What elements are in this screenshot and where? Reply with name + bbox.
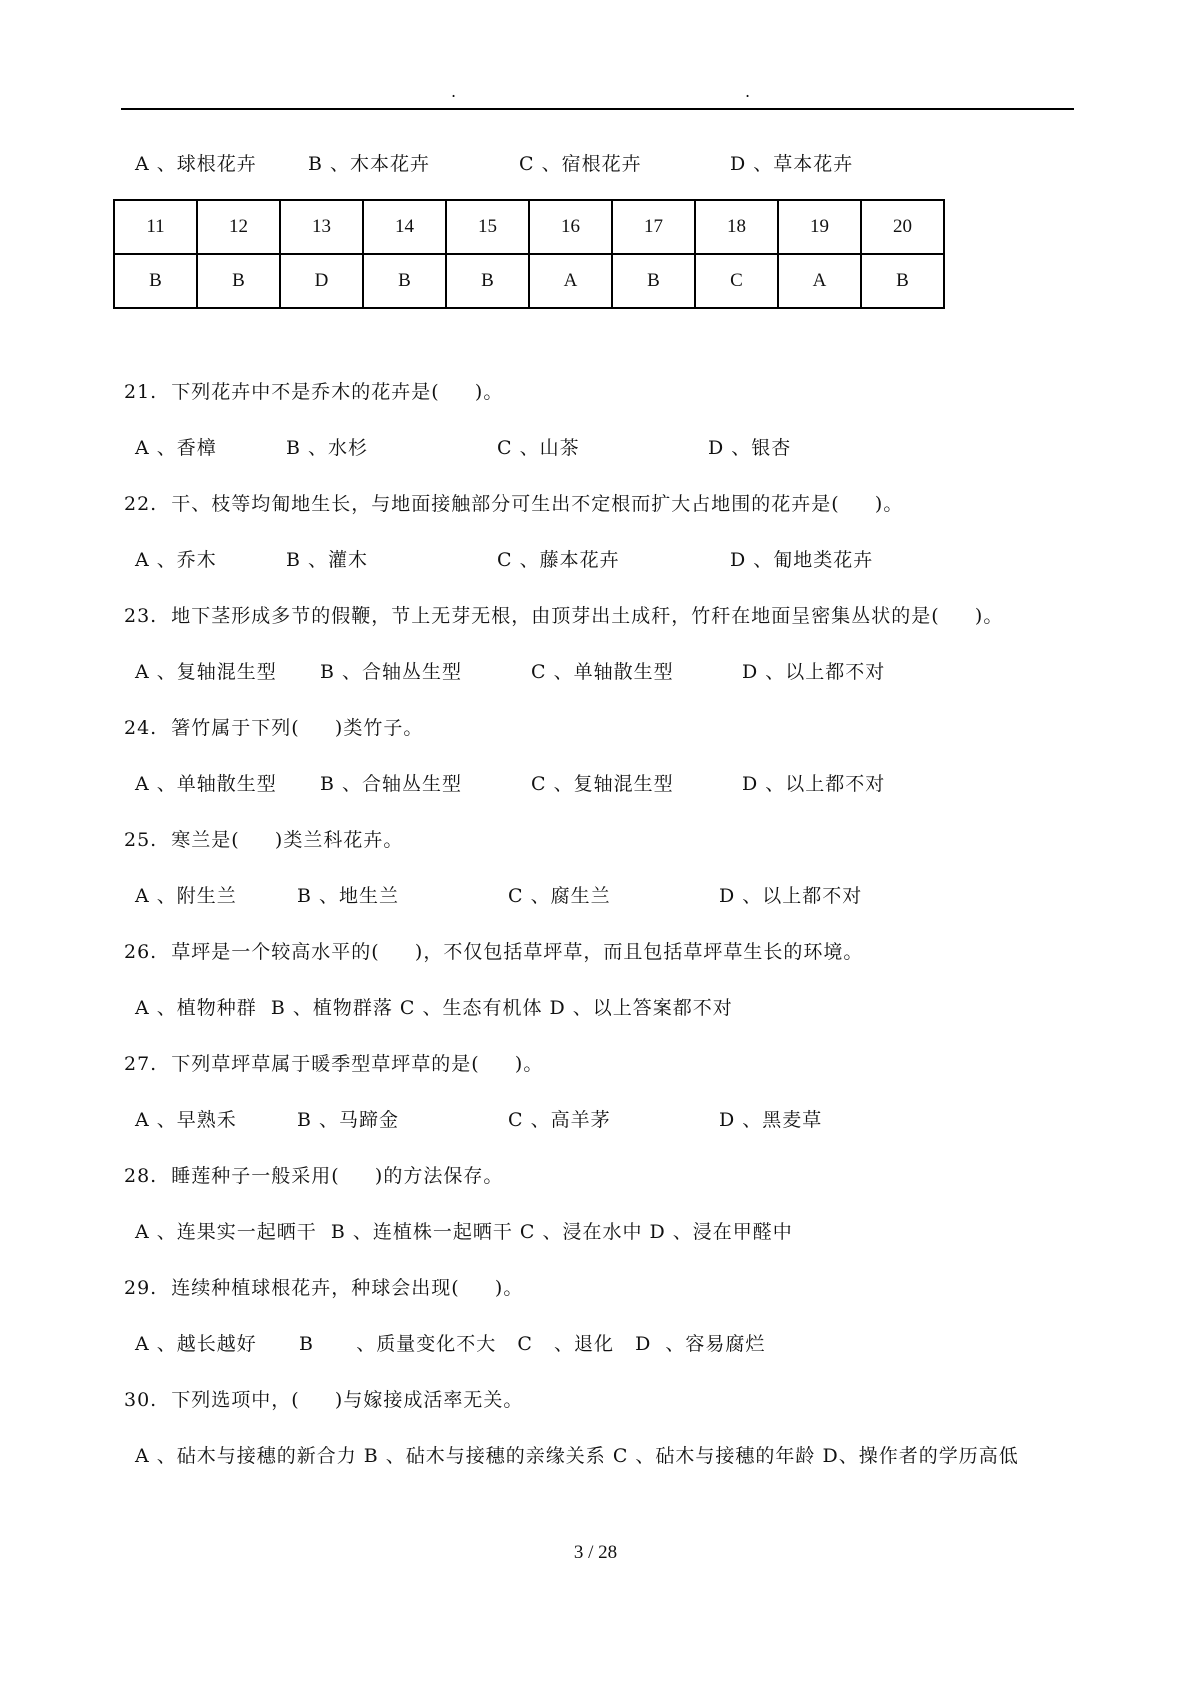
question-stem: 21. 下列花卉中不是乔木的花卉是( )。 xyxy=(124,381,504,403)
table-cell-answer: B xyxy=(114,254,197,308)
header-dot-right: . xyxy=(745,82,751,101)
answer-table-answer-row xyxy=(114,254,944,308)
option-c: C 、高羊茅 xyxy=(508,1109,611,1131)
table-cell-number: 13 xyxy=(280,200,363,254)
option-d: D 、银杏 xyxy=(708,437,792,459)
option-a: A 、乔木 xyxy=(135,549,217,571)
page-number: 3 / 28 xyxy=(573,1542,618,1563)
table-cell-answer: A xyxy=(529,254,612,308)
option-b: B 、马蹄金 xyxy=(297,1109,400,1131)
table-cell-answer: B xyxy=(446,254,529,308)
question-stem: 23. 地下茎形成多节的假鞭，节上无芽无根，由顶芽出土成秆，竹秆在地面呈密集丛状的是( )。 xyxy=(124,605,1004,627)
option-c: C 、宿根花卉 xyxy=(519,153,642,175)
option-d: D 、以上都不对 xyxy=(742,773,886,795)
table-cell-answer: A xyxy=(778,254,861,308)
header-rule xyxy=(121,108,1074,110)
table-cell-number: 16 xyxy=(529,200,612,254)
table-cell-answer: B xyxy=(363,254,446,308)
option-c: C 、复轴混生型 xyxy=(531,773,674,795)
option-c: C 、山茶 xyxy=(497,437,580,459)
question-stem: 24. 箸竹属于下列( )类竹子。 xyxy=(124,717,424,739)
table-cell-answer: B xyxy=(612,254,695,308)
option-a: A 、单轴散生型 xyxy=(135,773,277,795)
header-dot-left: . xyxy=(451,82,457,101)
option-c: C 、单轴散生型 xyxy=(531,661,674,683)
question-options-line: A 、越长越好 B 、质量变化不大 C 、退化 D 、容易腐烂 xyxy=(135,1333,766,1355)
option-a: A 、复轴混生型 xyxy=(135,661,277,683)
table-cell-number: 14 xyxy=(363,200,446,254)
option-a: A 、香樟 xyxy=(135,437,217,459)
table-cell-number: 19 xyxy=(778,200,861,254)
question-options-line: A 、砧木与接穗的新合力 B 、砧木与接穗的亲缘关系 C 、砧木与接穗的年龄 D、操作者的学历高低 xyxy=(135,1445,1019,1467)
table-cell-answer: B xyxy=(861,254,944,308)
option-a: A 、早熟禾 xyxy=(135,1109,237,1131)
table-cell-answer: B xyxy=(197,254,280,308)
table-cell-number: 20 xyxy=(861,200,944,254)
question-stem: 27. 下列草坪草属于暖季型草坪草的是( )。 xyxy=(124,1053,544,1075)
option-d: D 、以上都不对 xyxy=(719,885,863,907)
option-d: D 、黑麦草 xyxy=(719,1109,823,1131)
question-stem: 22. 干、枝等均匍地生长，与地面接触部分可生出不定根而扩大占地围的花卉是( )。 xyxy=(124,493,904,515)
option-b: B 、合轴丛生型 xyxy=(320,773,463,795)
option-b: B 、合轴丛生型 xyxy=(320,661,463,683)
table-cell-number: 17 xyxy=(612,200,695,254)
question-stem: 25. 寒兰是( )类兰科花卉。 xyxy=(124,829,404,851)
option-d: D 、草本花卉 xyxy=(730,153,854,175)
table-cell-answer: D xyxy=(280,254,363,308)
question-stem: 29. 连续种植球根花卉，种球会出现( )。 xyxy=(124,1277,524,1299)
option-a: A 、附生兰 xyxy=(135,885,237,907)
option-a: A 、球根花卉 xyxy=(135,153,257,175)
question-stem: 28. 睡莲种子一般采用( )的方法保存。 xyxy=(124,1165,504,1187)
option-d: D 、以上都不对 xyxy=(742,661,886,683)
option-b: B 、地生兰 xyxy=(297,885,400,907)
answer-table-number-row xyxy=(114,200,944,254)
table-cell-answer: C xyxy=(695,254,778,308)
table-cell-number: 18 xyxy=(695,200,778,254)
answer-table xyxy=(113,199,945,309)
option-b: B 、木本花卉 xyxy=(308,153,431,175)
option-d: D 、匍地类花卉 xyxy=(730,549,874,571)
table-cell-number: 11 xyxy=(114,200,197,254)
option-c: C 、藤本花卉 xyxy=(497,549,620,571)
question-stem: 26. 草坪是一个较高水平的( )，不仅包括草坪草，而且包括草坪草生长的环境。 xyxy=(124,941,864,963)
option-b: B 、水杉 xyxy=(286,437,369,459)
option-b: B 、灌木 xyxy=(286,549,369,571)
question-options-line: A 、连果实一起晒干 B 、连植株一起晒干 C 、浸在水中 D 、浸在甲醛中 xyxy=(135,1221,793,1243)
table-cell-number: 15 xyxy=(446,200,529,254)
table-cell-number: 12 xyxy=(197,200,280,254)
option-c: C 、腐生兰 xyxy=(508,885,611,907)
question-stem: 30. 下列选项中，( )与嫁接成活率无关。 xyxy=(124,1389,524,1411)
question-options-line: A 、植物种群 B 、植物群落 C 、生态有机体 D 、以上答案都不对 xyxy=(135,997,733,1019)
